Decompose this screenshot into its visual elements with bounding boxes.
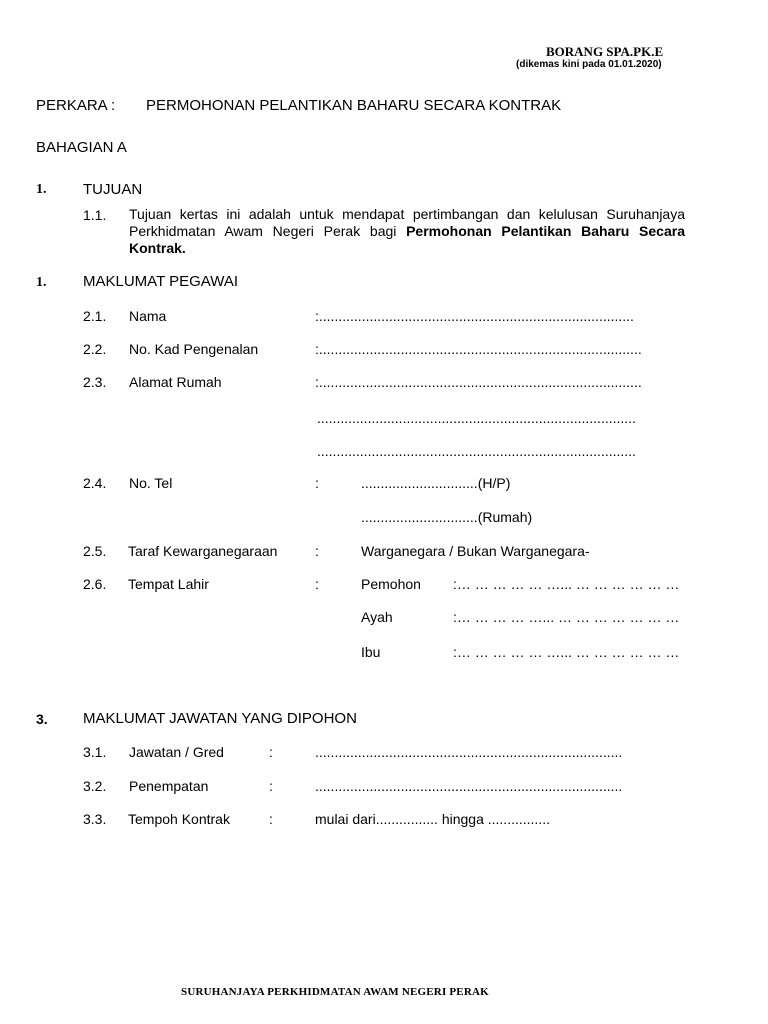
field-penempatan-value[interactable]: ............................................................................... bbox=[315, 778, 623, 794]
field-ayah-value[interactable]: :… … … … …... … … … … … … … bbox=[453, 609, 680, 625]
form-code: BORANG SPA.PK.E bbox=[546, 44, 664, 59]
purpose-text: Tujuan kertas ini adalah untuk mendapat pertimbangan dan kelulusan Suruhanjaya Perkhidmatan Awam Negeri Perak bagi bbox=[129, 206, 685, 239]
item-1-1-number: 1.1. bbox=[83, 207, 107, 223]
field-nama-number: 2.1. bbox=[83, 308, 107, 324]
field-ibu-label: Ibu bbox=[361, 644, 381, 660]
field-tempat-lahir-number: 2.6. bbox=[83, 576, 107, 592]
field-ibu-value[interactable]: :… … … … … …... … … … … … … bbox=[453, 644, 680, 660]
purpose-text-bold: Permohonan Pelantikan Baharu Secara Kontrak. bbox=[129, 223, 685, 256]
field-penempatan-colon: : bbox=[269, 778, 273, 794]
purpose-paragraph bbox=[129, 206, 685, 257]
field-tel-rumah[interactable]: ..............................(Rumah) bbox=[361, 509, 533, 525]
field-nama-label: Nama bbox=[129, 308, 167, 324]
field-tempat-lahir-colon: : bbox=[315, 576, 319, 592]
field-nama-value[interactable]: :................................................................................. bbox=[315, 308, 634, 324]
field-tempoh-colon: : bbox=[269, 811, 273, 827]
field-tel-colon: : bbox=[315, 475, 319, 491]
section3-title: MAKLUMAT JAWATAN YANG DIPOHON bbox=[83, 710, 357, 727]
field-tel-number: 2.4. bbox=[83, 475, 107, 491]
field-alamat-line1[interactable]: :................................................................................... bbox=[315, 374, 642, 390]
field-penempatan-number: 3.2. bbox=[83, 778, 107, 794]
field-alamat-line2[interactable]: .................................................................................. bbox=[317, 410, 636, 426]
subject-title: PERMOHONAN PELANTIKAN BAHARU SECARA KONTRAK bbox=[146, 97, 562, 114]
footer-organization: SURUHANJAYA PERKHIDMATAN AWAM NEGERI PERAK bbox=[181, 986, 489, 998]
subject-label: PERKARA : bbox=[36, 97, 116, 114]
field-jawatan-label: Jawatan / Gred bbox=[129, 744, 224, 760]
field-alamat-number: 2.3. bbox=[83, 374, 107, 390]
field-jawatan-number: 3.1. bbox=[83, 744, 107, 760]
section2-number: 1. bbox=[36, 275, 47, 290]
section1-number: 1. bbox=[36, 182, 47, 197]
field-warganegara-label: Taraf Kewarganegaraan bbox=[128, 543, 278, 559]
section3-number: 3. bbox=[36, 711, 48, 727]
field-warganegara-colon: : bbox=[315, 543, 319, 559]
field-pemohon-label: Pemohon bbox=[361, 576, 421, 592]
field-warganegara-value[interactable]: Warganegara / Bukan Warganegara- bbox=[361, 543, 590, 559]
section1-title: TUJUAN bbox=[83, 181, 143, 198]
updated-date: (dikemas kini pada 01.01.2020) bbox=[516, 59, 662, 70]
part-heading: BAHAGIAN A bbox=[36, 139, 127, 156]
field-ayah-label: Ayah bbox=[361, 609, 393, 625]
field-pemohon-value[interactable]: :… … … … … …... … … … … … … bbox=[453, 576, 680, 592]
field-tel-hp[interactable]: ..............................(H/P) bbox=[361, 475, 511, 491]
field-jawatan-colon: : bbox=[269, 744, 273, 760]
field-alamat-line3[interactable]: .................................................................................. bbox=[317, 443, 636, 459]
field-warganegara-number: 2.5. bbox=[83, 543, 107, 559]
field-tempoh-label: Tempoh Kontrak bbox=[128, 811, 230, 827]
field-tempoh-number: 3.3. bbox=[83, 811, 107, 827]
field-alamat-label: Alamat Rumah bbox=[129, 374, 222, 390]
field-tempoh-value[interactable]: mulai dari................ hingga ................ bbox=[315, 811, 550, 827]
field-ic-number: 2.2. bbox=[83, 341, 107, 357]
field-ic-value[interactable]: :................................................................................... bbox=[315, 341, 642, 357]
field-tempat-lahir-label: Tempat Lahir bbox=[128, 576, 209, 592]
field-penempatan-label: Penempatan bbox=[129, 778, 209, 794]
field-jawatan-value[interactable]: ............................................................................... bbox=[315, 744, 623, 760]
field-ic-label: No. Kad Pengenalan bbox=[129, 341, 259, 357]
field-tel-label: No. Tel bbox=[129, 475, 173, 491]
section2-title: MAKLUMAT PEGAWAI bbox=[83, 273, 239, 290]
